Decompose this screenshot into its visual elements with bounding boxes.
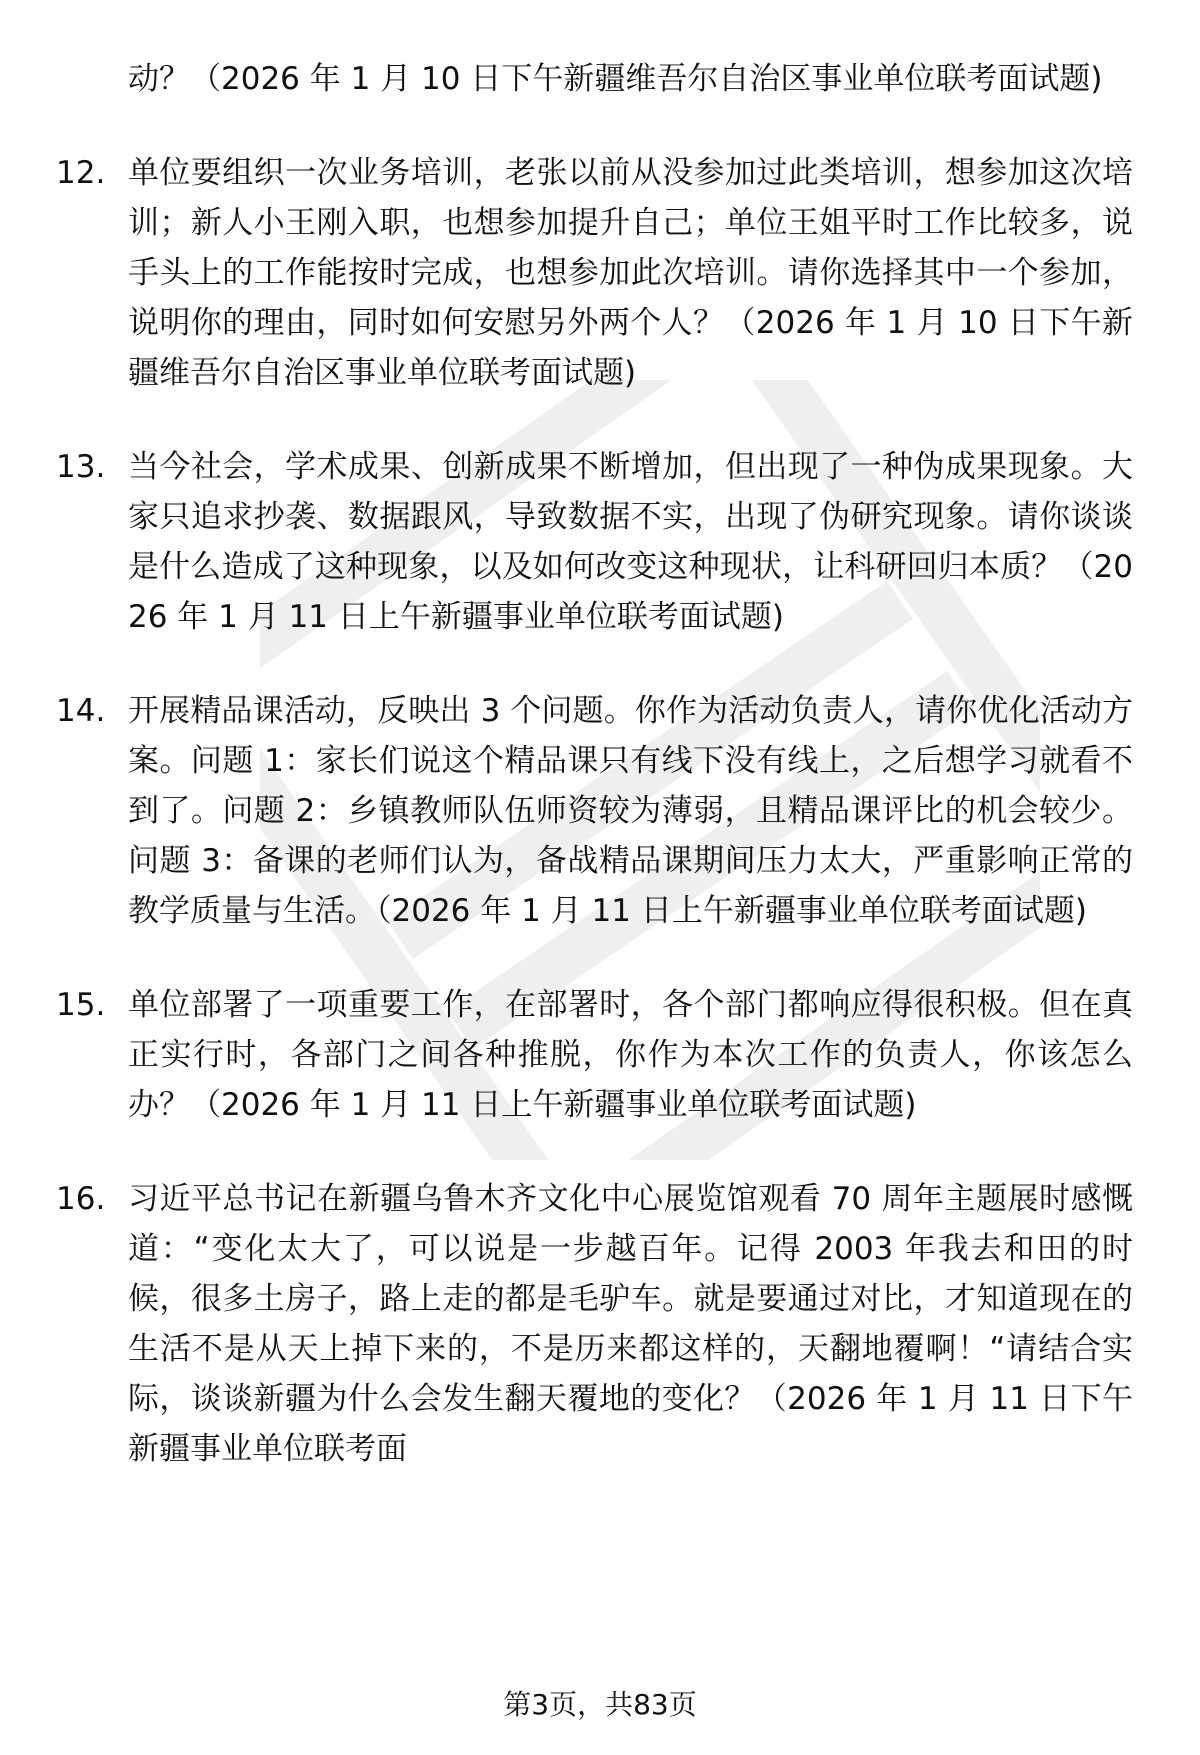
question-item (56, 980, 1146, 1130)
question-text: 开展精品课活动，反映出 3 个问题。你作为活动负责人，请你优化活动方案。问题 1：家长们说这个精品课只有线下没有线上，之后想学习就看不到了。问题 2：乡镇教师队伍师资较为薄弱，且精品课评比的机会较少。问题 3：备课的老师们认为，备战精品课期间压力太大，严重影响正常的教学质量与生活。（2026 年 1 月 11 日上午新疆事业单位联考面试题) (128, 693, 1133, 929)
question-number: 16. (56, 1181, 106, 1217)
question-text: 单位部署了一项重要工作，在部署时，各个部门都响应得很积极。但在真正实行时，各部门之间各种推脱，你作为本次工作的负责人，你该怎么办？（2026 年 1 月 11 日上午新疆事业单位联考面试题) (128, 987, 1133, 1123)
question-continuation-text: 动？（2026 年 1 月 10 日下午新疆维吾尔自治区事业单位联考面试题) (128, 61, 1103, 97)
question-text: 习近平总书记在新疆乌鲁木齐文化中心展览馆观看 70 周年主题展时感慨道：“变化太大了，可以说是一步越百年。记得 2003 年我去和田的时候，很多土房子，路上走的都是毛驴车。就是要通过对比，才知道现在的生活不是从天上掉下来的，不是历来都这样的，天翻地覆啊！“请结合实际，谈谈新疆为什么会发生翻天覆地的变化？（2026 年 1 月 11 日下午新疆事业单位联考面 (128, 1181, 1133, 1467)
question-number: 12. (56, 155, 106, 191)
question-item (56, 1174, 1146, 1474)
question-text: 单位要组织一次业务培训，老张以前从没参加过此类培训，想参加这次培训；新人小王刚入职，也想参加提升自己；单位王姐平时工作比较多，说手头上的工作能按时完成，也想参加此次培训。请你选择其中一个参加，说明你的理由，同时如何安慰另外两个人？（2026 年 1 月 10 日下午新疆维吾尔自治区事业单位联考面试题) (128, 155, 1133, 391)
page-footer: 第3页，共83页 (503, 1688, 697, 1721)
question-text: 当今社会，学术成果、创新成果不断增加，但出现了一种伪成果现象。大家只追求抄袭、数据跟风，导致数据不实，出现了伪研究现象。请你谈谈是什么造成了这种现象，以及如何改变这种现状，让科研回归本质？（2026 年 1 月 11 日上午新疆事业单位联考面试题) (128, 449, 1133, 635)
question-item (56, 686, 1146, 936)
question-number: 15. (56, 987, 106, 1023)
question-item (56, 442, 1146, 642)
question-continuation (56, 54, 1146, 104)
question-list (56, 54, 1146, 1518)
question-number: 13. (56, 449, 106, 485)
question-number: 14. (56, 693, 106, 729)
question-item (56, 148, 1146, 398)
